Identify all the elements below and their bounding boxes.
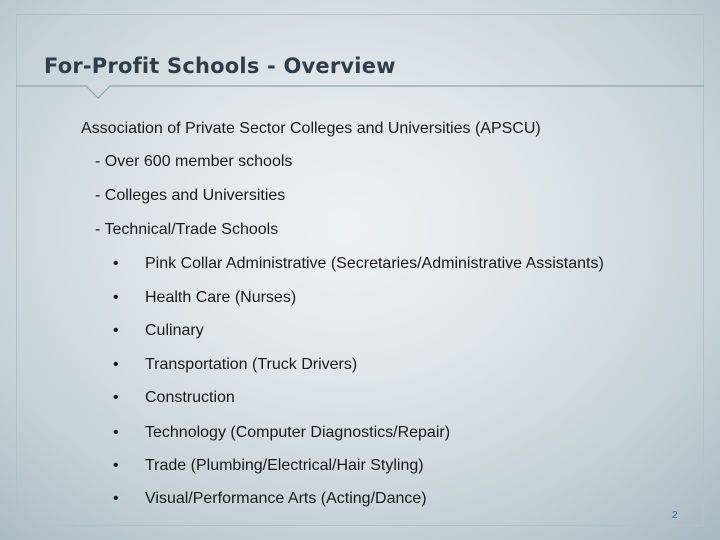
- bullet-text: Construction: [145, 389, 235, 406]
- page-number: 2: [672, 510, 678, 521]
- bullet-icon: •: [113, 255, 119, 272]
- slide-subtitle: Association of Private Sector Colleges and Universities (APSCU): [81, 120, 541, 137]
- bullet-text: Pink Collar Administrative (Secretaries/Administrative Assistants): [145, 255, 604, 272]
- bullet-icon: •: [113, 289, 119, 306]
- bullet-text: Culinary: [145, 322, 204, 339]
- bullet-text: Technology (Computer Diagnostics/Repair): [145, 424, 451, 441]
- slide-title: For-Profit Schools - Overview: [44, 54, 396, 78]
- bullet-text: Visual/Performance Arts (Acting/Dance): [145, 490, 427, 507]
- dash-item: - Over 600 member schools: [95, 153, 293, 170]
- bullet-icon: •: [113, 389, 119, 406]
- bullet-icon: •: [113, 424, 119, 441]
- bullet-icon: •: [113, 322, 119, 339]
- bullet-icon: •: [113, 356, 119, 373]
- bullet-text: Trade (Plumbing/Electrical/Hair Styling): [145, 457, 424, 474]
- bullet-icon: •: [113, 457, 119, 474]
- bullet-icon: •: [113, 490, 119, 507]
- dash-item: - Technical/Trade Schools: [95, 221, 279, 238]
- dash-item: - Colleges and Universities: [95, 187, 286, 204]
- bullet-text: Health Care (Nurses): [145, 289, 297, 306]
- bullet-text: Transportation (Truck Drivers): [145, 356, 358, 373]
